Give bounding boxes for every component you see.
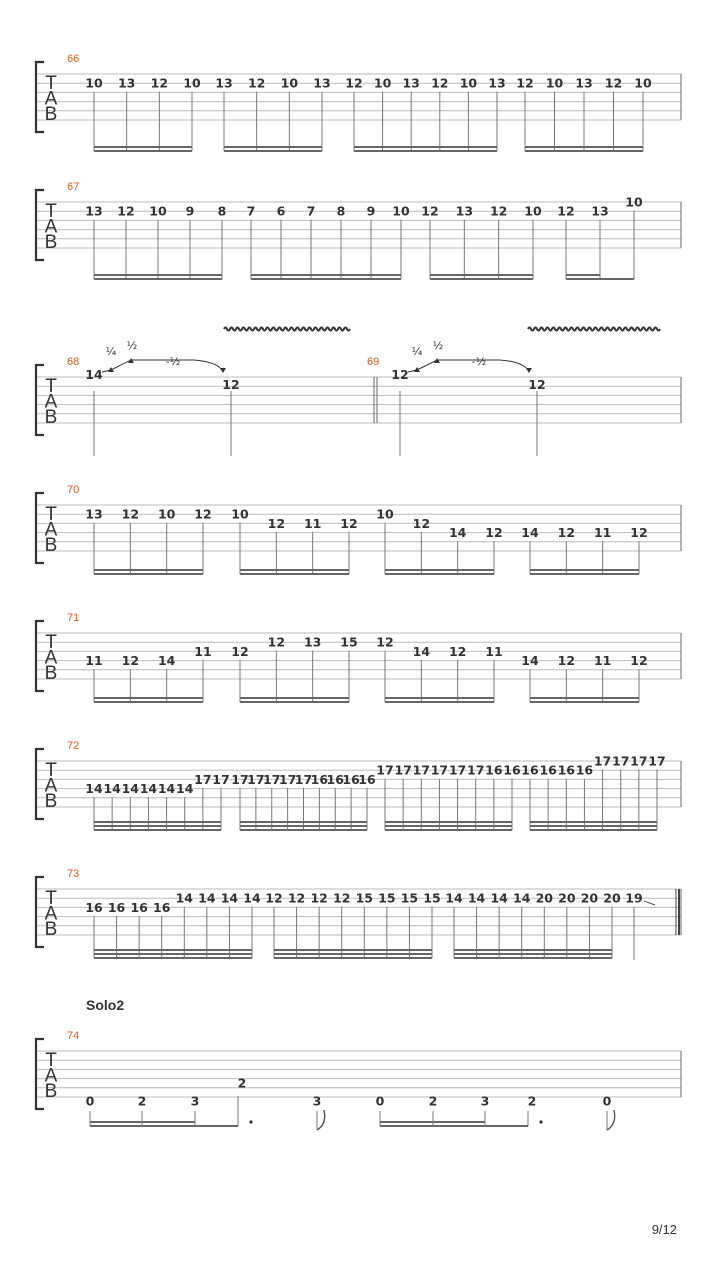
system-bracket — [36, 749, 44, 819]
fret-number: 2 — [428, 1093, 438, 1109]
fret-number: 12 — [376, 634, 394, 650]
tab-clef-t: T — [45, 632, 57, 653]
tab-clef-a: A — [44, 88, 58, 110]
fret-number: 3 — [480, 1093, 490, 1109]
tab-clef-a: A — [44, 775, 58, 797]
bend-amount: ¼ — [411, 345, 423, 358]
note-flag — [607, 1110, 615, 1130]
fret-number: 17 — [278, 771, 297, 787]
fret-number: 10 — [149, 203, 167, 219]
tab-clef-b: B — [44, 232, 58, 253]
fret-number: 17 — [212, 771, 230, 787]
fret-number: 14 — [445, 890, 463, 906]
fret-number: 16 — [107, 899, 126, 915]
system-bracket — [36, 190, 44, 260]
fret-number: 15 — [378, 890, 396, 906]
fret-number: 15 — [423, 890, 441, 906]
fret-number: 14 — [175, 890, 193, 906]
fret-number: 20 — [535, 890, 553, 906]
fret-number: 10 — [524, 203, 542, 219]
fret-number: 14 — [157, 781, 176, 797]
fret-number: 12 — [287, 890, 306, 906]
system-bracket — [36, 62, 44, 132]
system-bracket — [36, 1039, 44, 1109]
measure-number: 70 — [67, 484, 80, 496]
fret-number: 12 — [485, 525, 503, 541]
fret-number: 10 — [459, 75, 478, 91]
fret-number: 14 — [467, 890, 486, 906]
bend-amount: ½ — [432, 339, 444, 352]
fret-number: 17 — [612, 753, 630, 769]
page-number: 9/12 — [651, 1222, 677, 1237]
fret-number: 10 — [85, 75, 103, 91]
tab-clef-a: A — [44, 216, 58, 238]
tab-clef-b: B — [44, 535, 58, 556]
fret-number: 17 — [630, 753, 648, 769]
tab-clef-t: T — [45, 201, 57, 222]
fret-number: 3 — [312, 1093, 322, 1109]
fret-number: 12 — [333, 890, 351, 906]
fret-number: 16 — [342, 771, 360, 787]
fret-number: 13 — [591, 203, 609, 219]
fret-number: 13 — [575, 75, 593, 91]
fret-number: 13 — [215, 75, 233, 91]
fret-number: 12 — [557, 203, 575, 219]
fret-number: 17 — [430, 762, 449, 778]
fret-number: 17 — [593, 753, 612, 769]
bend-curve — [102, 360, 223, 372]
fret-number: 13 — [455, 203, 474, 219]
fret-number: 14 — [521, 653, 539, 669]
fret-number: 17 — [263, 771, 281, 787]
fret-number: 14 — [198, 890, 216, 906]
fret-number: 12 — [448, 643, 467, 659]
fret-number: 7 — [246, 203, 256, 219]
fret-number: 13 — [303, 634, 322, 650]
fret-number: 12 — [630, 525, 648, 541]
fret-number: 16 — [310, 771, 329, 787]
measure-number: 72 — [67, 740, 80, 752]
fret-number: 17 — [194, 771, 212, 787]
fret-number: 10 — [376, 506, 394, 522]
fret-number: 9 — [366, 203, 376, 219]
fret-number: 11 — [485, 643, 503, 659]
fret-number: 7 — [306, 203, 316, 219]
fret-number: 13 — [85, 203, 103, 219]
vibrato-line — [528, 328, 660, 331]
measure-number: 66 — [67, 53, 80, 65]
tab-clef-a: A — [44, 647, 58, 669]
fret-number: 12 — [247, 75, 266, 91]
fret-number: 12 — [630, 653, 648, 669]
fret-number: 12 — [421, 203, 439, 219]
release-amount: -½ — [165, 355, 181, 368]
bend-amount: ½ — [126, 339, 138, 352]
tab-clef-b: B — [44, 919, 58, 940]
fret-number: 12 — [516, 75, 534, 91]
measure-number: 74 — [67, 1030, 80, 1042]
fret-number: 12 — [528, 377, 546, 392]
note-flag — [317, 1110, 325, 1130]
fret-number: 17 — [394, 762, 412, 778]
bend-curve — [408, 360, 529, 372]
fret-number: 12 — [150, 75, 169, 91]
tab-clef-a: A — [44, 519, 58, 541]
fret-number: 12 — [267, 634, 286, 650]
fret-number: 14 — [139, 781, 158, 797]
fret-number: 12 — [121, 506, 140, 522]
tab-clef-b: B — [44, 104, 58, 125]
fret-number: 14 — [85, 367, 103, 382]
tab-clef-b: B — [44, 407, 58, 428]
fret-number: 12 — [412, 515, 431, 531]
fret-number: 8 — [336, 203, 346, 219]
fret-number: 14 — [490, 890, 508, 906]
fret-number: 10 — [634, 75, 652, 91]
fret-number: 13 — [402, 75, 420, 91]
fret-number: 14 — [412, 643, 431, 659]
fret-number: 14 — [121, 781, 139, 797]
fret-number: 3 — [190, 1093, 200, 1109]
dot — [249, 1120, 252, 1123]
fret-number: 16 — [326, 771, 344, 787]
fret-number: 2 — [237, 1075, 247, 1091]
section-label: Solo2 — [86, 997, 125, 1013]
fret-number: 10 — [373, 75, 392, 91]
fret-number: 10 — [545, 75, 564, 91]
fret-number: 13 — [85, 506, 103, 522]
fret-number: 16 — [130, 899, 148, 915]
fret-number: 20 — [558, 890, 576, 906]
tab-clef-b: B — [44, 663, 58, 684]
fret-number: 10 — [392, 203, 410, 219]
fret-number: 15 — [400, 890, 419, 906]
fret-number: 12 — [557, 653, 576, 669]
tab-clef-t: T — [45, 888, 57, 909]
fret-number: 17 — [412, 762, 430, 778]
fret-number: 10 — [280, 75, 299, 91]
tab-clef-a: A — [44, 1065, 58, 1087]
fret-number: 6 — [276, 203, 286, 219]
fret-number: 13 — [488, 75, 506, 91]
fret-number: 12 — [121, 653, 140, 669]
fret-number: 17 — [247, 771, 265, 787]
tab-clef-a: A — [44, 391, 58, 413]
fret-number: 20 — [580, 890, 599, 906]
fret-number: 14 — [157, 653, 176, 669]
fret-number: 11 — [303, 515, 322, 531]
system-bracket — [36, 365, 44, 435]
fret-number: 11 — [85, 653, 103, 669]
fret-number: 14 — [85, 781, 103, 797]
measure-number: 71 — [67, 612, 80, 624]
fret-number: 11 — [593, 653, 612, 669]
measure-number: 73 — [67, 868, 80, 880]
fret-number: 12 — [231, 643, 249, 659]
fret-number: 12 — [391, 367, 409, 382]
fret-number: 12 — [345, 75, 363, 91]
fret-number: 17 — [648, 753, 666, 769]
vibrato-line — [224, 328, 350, 331]
fret-number: 14 — [513, 890, 531, 906]
fret-number: 12 — [267, 515, 286, 531]
fret-number: 11 — [194, 643, 212, 659]
fret-number: 14 — [220, 890, 239, 906]
fret-number: 2 — [137, 1093, 147, 1109]
fret-number: 15 — [355, 890, 373, 906]
fret-number: 13 — [313, 75, 331, 91]
fret-number: 9 — [185, 203, 195, 219]
system-bracket — [36, 493, 44, 563]
fret-number: 12 — [557, 525, 576, 541]
fret-number: 16 — [521, 762, 539, 778]
fret-number: 17 — [376, 762, 394, 778]
tab-clef-t: T — [45, 73, 57, 94]
tab-clef-a: A — [44, 903, 58, 925]
fret-number: 2 — [527, 1093, 537, 1109]
fret-number: 12 — [489, 203, 508, 219]
tab-clef-t: T — [45, 376, 57, 397]
fret-number: 0 — [602, 1093, 612, 1109]
fret-number: 17 — [294, 771, 313, 787]
fret-number: 0 — [375, 1093, 385, 1109]
fret-number: 16 — [485, 762, 503, 778]
fret-number: 12 — [222, 377, 240, 392]
fret-number: 10 — [625, 194, 643, 210]
fret-number: 17 — [448, 762, 467, 778]
tab-clef-b: B — [44, 1081, 58, 1102]
fret-number: 16 — [575, 762, 594, 778]
dot — [539, 1120, 542, 1123]
fret-number: 19 — [625, 890, 643, 906]
tab-clef-b: B — [44, 791, 58, 812]
tab-clef-t: T — [45, 1050, 57, 1071]
fret-number: 16 — [153, 899, 171, 915]
slide-out-mark — [644, 901, 655, 905]
system-bracket — [36, 877, 44, 947]
release-amount: -½ — [471, 355, 487, 368]
fret-number: 12 — [431, 75, 449, 91]
fret-number: 17 — [467, 762, 485, 778]
fret-number: 16 — [85, 899, 103, 915]
measure-number: 68 — [67, 356, 80, 368]
tab-clef-t: T — [45, 760, 57, 781]
fret-number: 10 — [183, 75, 201, 91]
measure-number: 67 — [67, 181, 80, 193]
fret-number: 16 — [358, 771, 376, 787]
fret-number: 11 — [593, 525, 612, 541]
fret-number: 8 — [217, 203, 227, 219]
fret-number: 12 — [265, 890, 283, 906]
fret-number: 12 — [117, 203, 135, 219]
fret-number: 10 — [157, 506, 176, 522]
tab-clef-t: T — [45, 504, 57, 525]
fret-number: 12 — [310, 890, 328, 906]
measure-number: 69 — [367, 356, 380, 368]
fret-number: 12 — [194, 506, 212, 522]
fret-number: 12 — [604, 75, 623, 91]
fret-number: 12 — [340, 515, 358, 531]
fret-number: 17 — [231, 771, 249, 787]
fret-number: 16 — [539, 762, 557, 778]
fret-number: 20 — [603, 890, 621, 906]
fret-number: 13 — [117, 75, 136, 91]
bend-amount: ¼ — [105, 345, 117, 358]
system-bracket — [36, 621, 44, 691]
fret-number: 15 — [340, 634, 358, 650]
fret-number: 0 — [85, 1093, 95, 1109]
fret-number: 14 — [521, 525, 539, 541]
fret-number: 14 — [103, 781, 121, 797]
fret-number: 14 — [448, 525, 467, 541]
fret-number: 16 — [503, 762, 521, 778]
fret-number: 16 — [557, 762, 575, 778]
fret-number: 14 — [176, 781, 194, 797]
fret-number: 10 — [231, 506, 249, 522]
fret-number: 14 — [243, 890, 261, 906]
